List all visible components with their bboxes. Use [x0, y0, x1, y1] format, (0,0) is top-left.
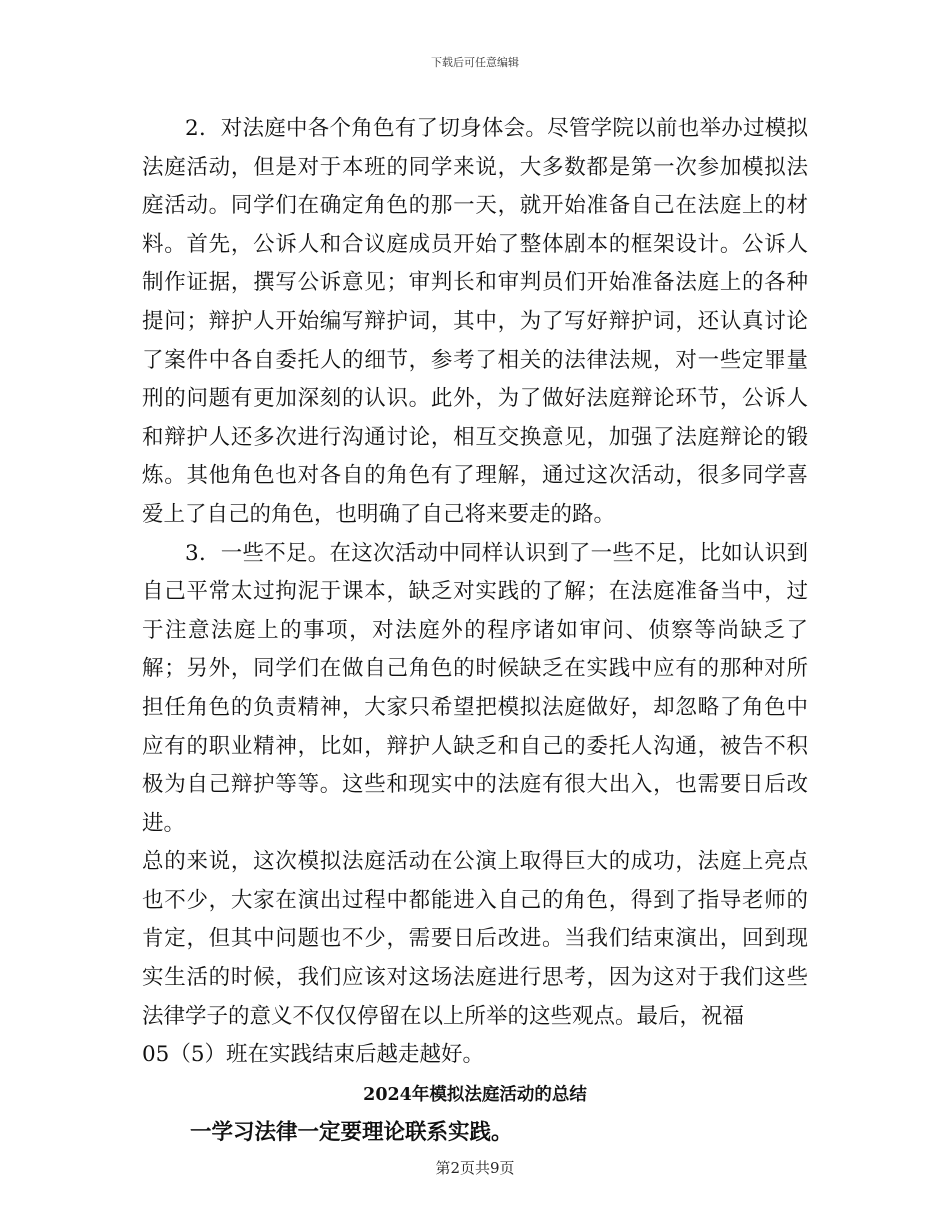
- page-number: 第2页共9页: [435, 1159, 515, 1177]
- section-title: 2024年模拟法庭活动的总结: [363, 1084, 587, 1105]
- document-body: [142, 110, 808, 1153]
- paragraph-roles: 2．对法庭中各个角色有了切身体会。尽管学院以前也举办过模拟法庭活动，但是对于本班的同学来说，大多数都是第一次参加模拟法庭活动。同学们在确定角色的那一天，就开始准备自己在法庭上的材料。首先，公诉人和合议庭成员开始了整体剧本的框架设计。公诉人制作证据，撰写公诉意见；审判长和审判员们开始准备法庭上的各种提问；辩护人开始编写辩护词，其中，为了写好辩护词，还认真讨论了案件中各自委托人的细节，参考了相关的法律法规，对一些定罪量刑的问题有更加深刻的认识。此外，为了做好法庭辩论环节，公诉人和辩护人还多次进行沟通讨论，相互交换意见，加强了法庭辩论的锻炼。其他角色也对各自的角色有了理解，通过这次活动，很多同学喜爱上了自己的角色，也明确了自己将来要走的路。: [142, 116, 808, 527]
- paragraph-closing: 05（5）班在实践结束后越走越好。: [142, 1042, 485, 1068]
- header-note: 下载后可任意编辑: [431, 56, 519, 69]
- paragraph-shortcomings: 3．一些不足。在这次活动中同样认识到了一些不足，比如认识到自己平常太过拘泥于课本，缺乏对实践的了解；在法庭准备当中，过于注意法庭上的事项，对法庭外的程序诸如审问、侦察等尚缺乏了解；另外，同学们在做自己角色的时候缺乏在实践中应有的那种对所担任角色的负责精神，大家只希望把模拟法庭做好，却忽略了角色中应有的职业精神，比如，辩护人缺乏和自己的委托人沟通，被告不积极为自己辩护等等。这些和现实中的法庭有很大出入，也需要日后改进。: [142, 540, 808, 836]
- lead-line: 一学习法律一定要理论联系实践。: [190, 1119, 513, 1145]
- paragraph-summary: 总的来说，这次模拟法庭活动在公演上取得巨大的成功，法庭上亮点也不少，大家在演出过程中都能进入自己的角色，得到了指导老师的肯定，但其中问题也不少，需要日后改进。当我们结束演出，回到现实生活的时候，我们应该对这场法庭进行思考，因为这对于我们这些法律学子的意义不仅仅停留在以上所举的这些观点。最后，祝福: [142, 849, 808, 1029]
